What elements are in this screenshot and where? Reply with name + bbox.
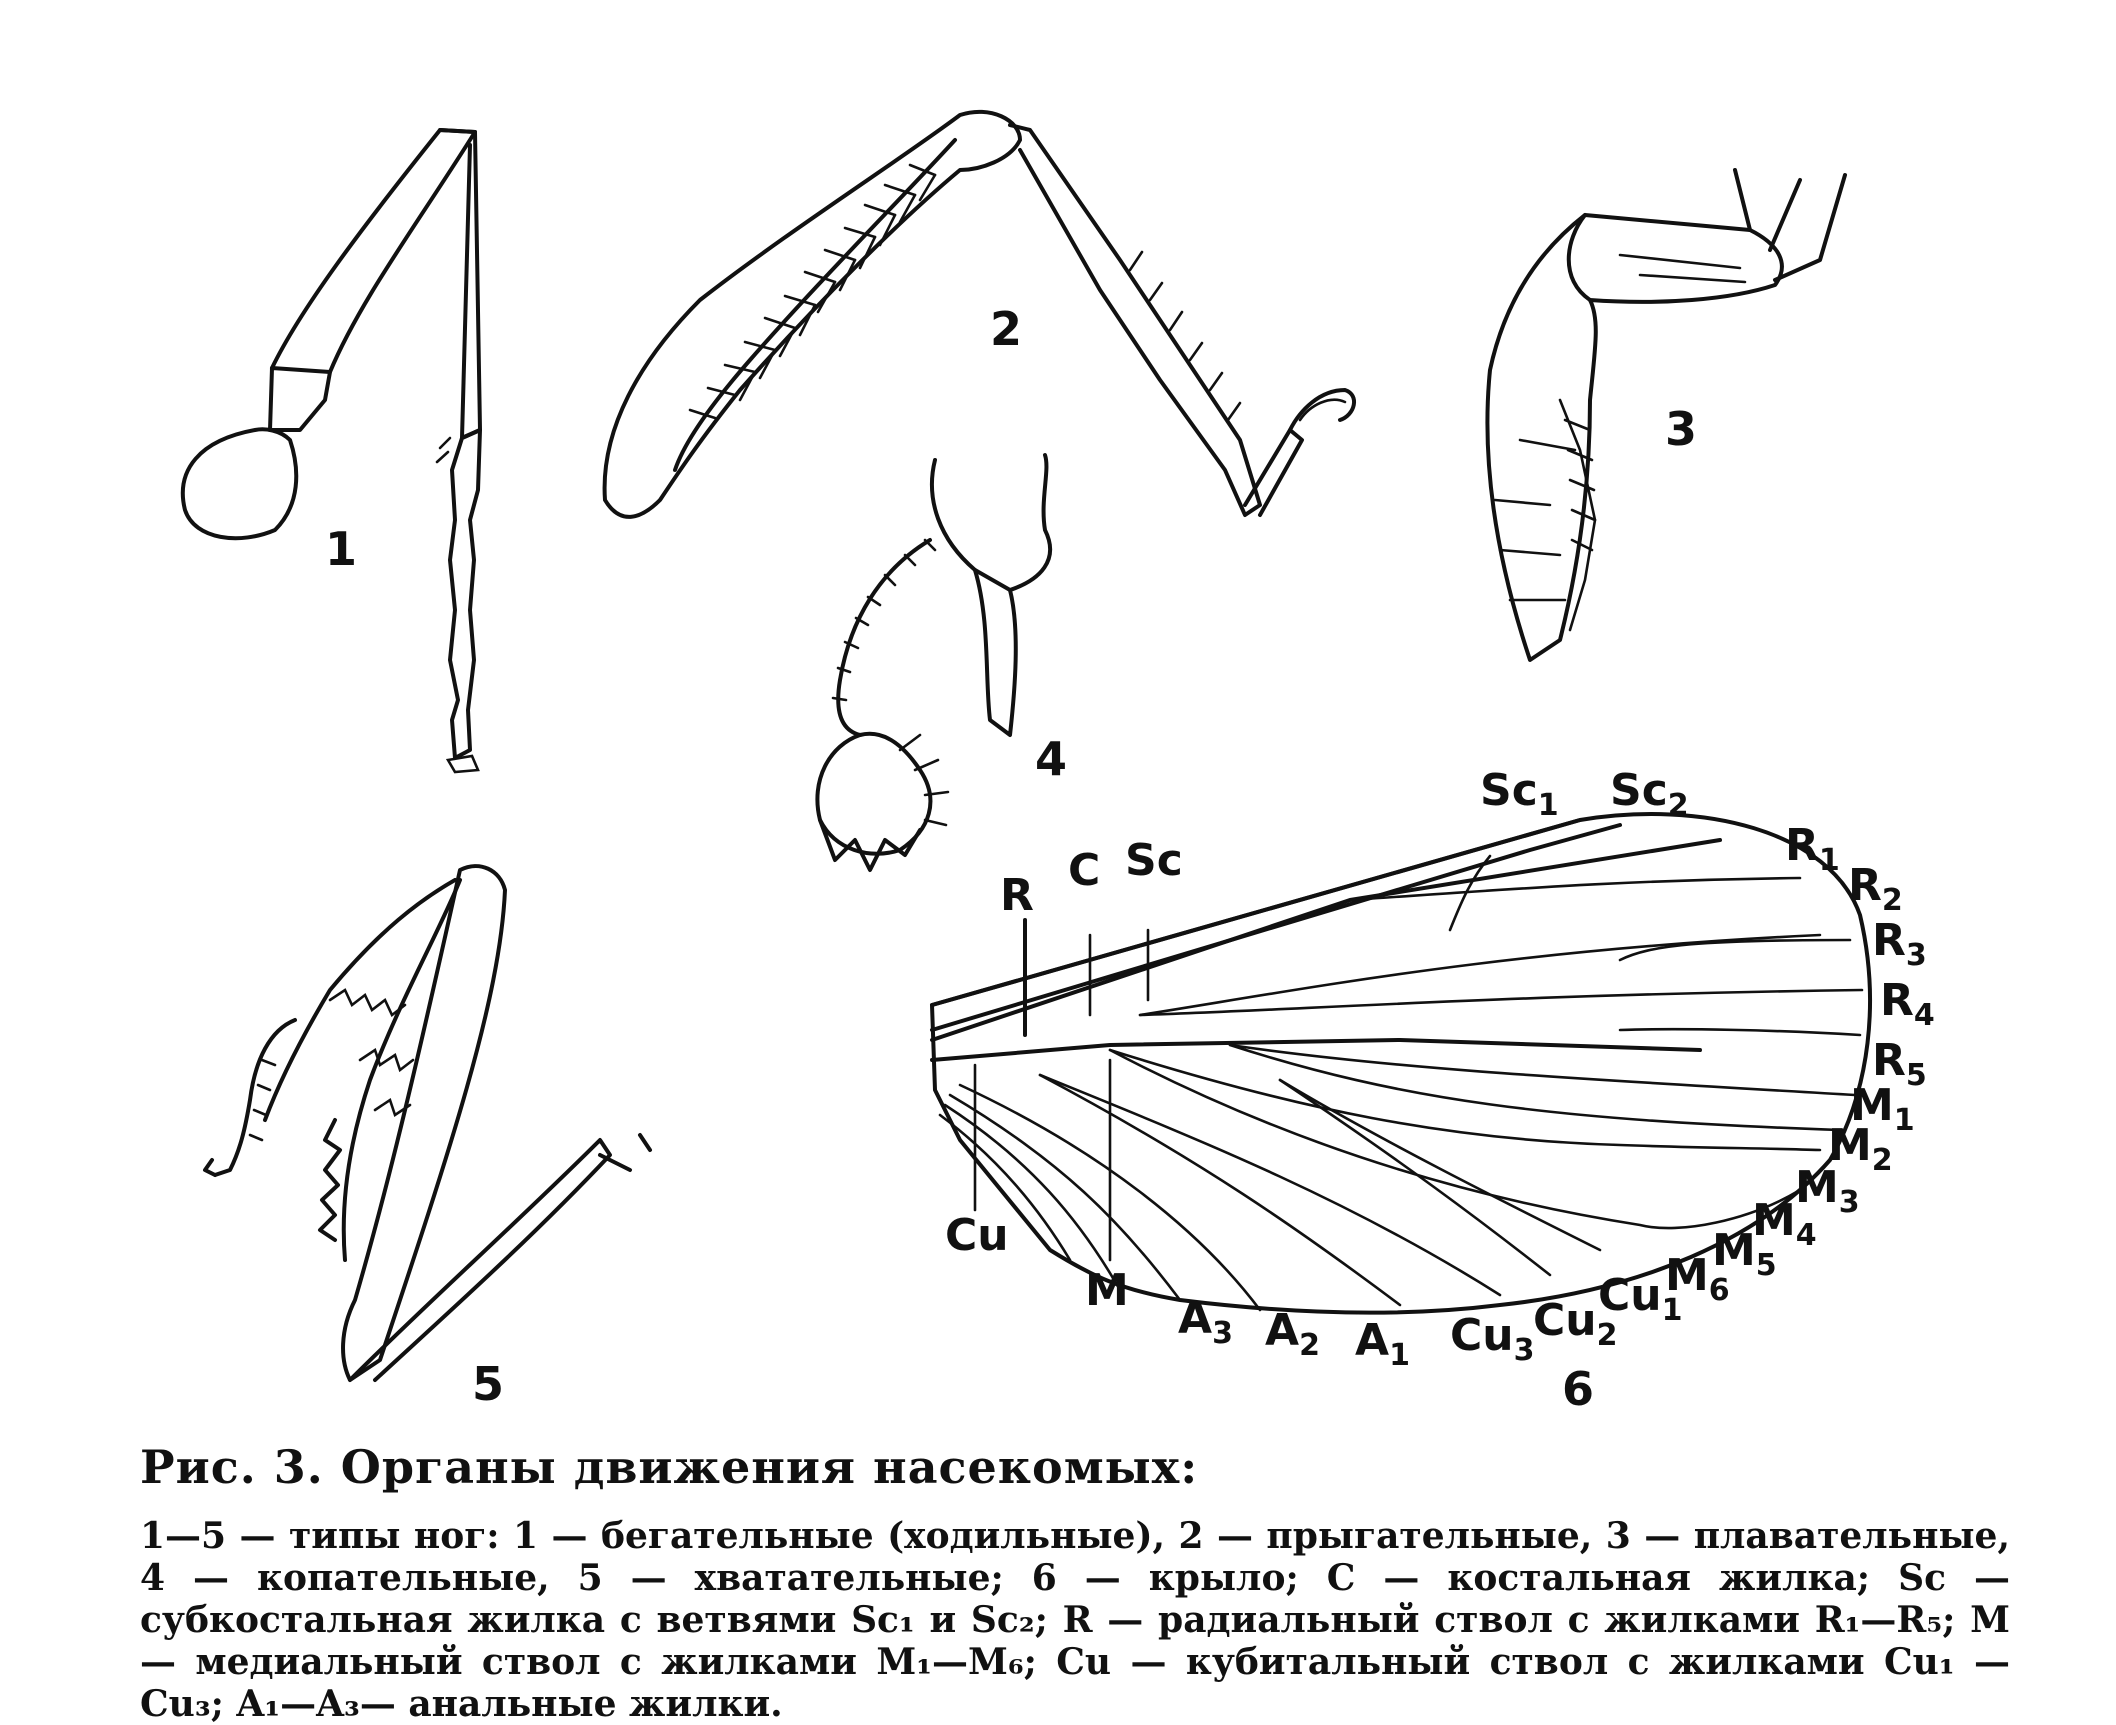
label-a3: $A_3$ xyxy=(1178,1293,1233,1351)
label-sc2: $Sc_2$ xyxy=(1610,765,1689,823)
figure-number-2: 2 xyxy=(990,302,1023,356)
digging-leg-drawing xyxy=(817,455,1050,870)
label-r1: $R_1$ xyxy=(1785,820,1840,878)
label-m1: $M_1$ xyxy=(1850,1080,1915,1138)
grasping-leg-drawing xyxy=(205,866,650,1380)
label-m3: $M_3$ xyxy=(1795,1162,1860,1220)
label-sc1: $Sc_1$ xyxy=(1480,765,1559,823)
label-r4: $R_4$ xyxy=(1880,975,1935,1033)
label-cu3: $Cu_3$ xyxy=(1450,1310,1535,1368)
label-c: C xyxy=(1068,845,1101,896)
figure-number-3: 3 xyxy=(1665,402,1698,456)
label-sc: Sc xyxy=(1125,835,1183,886)
label-r5: $R_5$ xyxy=(1872,1035,1927,1093)
label-m2: $M_2$ xyxy=(1828,1120,1893,1178)
figure-number-1: 1 xyxy=(325,522,358,576)
label-r3: $R_3$ xyxy=(1872,915,1927,973)
label-m: M xyxy=(1085,1265,1129,1316)
figure-number-4: 4 xyxy=(1035,732,1068,786)
label-cu1: $Cu_1$ xyxy=(1598,1270,1683,1328)
running-leg-drawing xyxy=(183,130,480,772)
label-r: R xyxy=(1000,870,1034,921)
label-m5: $M_5$ xyxy=(1712,1225,1777,1283)
label-cu: Cu xyxy=(945,1210,1009,1261)
label-m6: $M_6$ xyxy=(1665,1250,1730,1308)
figure-caption-legend: 1—5 — типы ног: 1 — бегательные (ходильные), 2 — прыгательные, 3 — плавательные, 4 — копательные, 5 — хватательные; 6 — крыло; C — костальная жилка; Sc — субкостальная жилка с ветвями Sc₁ и Sc₂; R — радиальный ствол с жилками R₁—R₅; M — медиальный ствол с жилками M₁—M₆; Cu — кубитальный ствол с жилками Cu₁ — Cu₃; A₁—A₃— анальные жилки. xyxy=(140,1515,2010,1725)
jumping-leg-drawing xyxy=(605,112,1354,517)
label-m4: $M_4$ xyxy=(1752,1195,1817,1253)
figure-number-6: 6 xyxy=(1562,1362,1595,1416)
label-r2: $R_2$ xyxy=(1848,860,1903,918)
label-a2: $A_2$ xyxy=(1265,1305,1320,1363)
figure-number-5: 5 xyxy=(472,1357,505,1411)
figure-caption-title: Рис. 3. Органы движения насекомых: xyxy=(140,1440,1199,1494)
label-a1: $A_1$ xyxy=(1355,1315,1410,1373)
label-cu2: $Cu_2$ xyxy=(1533,1295,1618,1353)
